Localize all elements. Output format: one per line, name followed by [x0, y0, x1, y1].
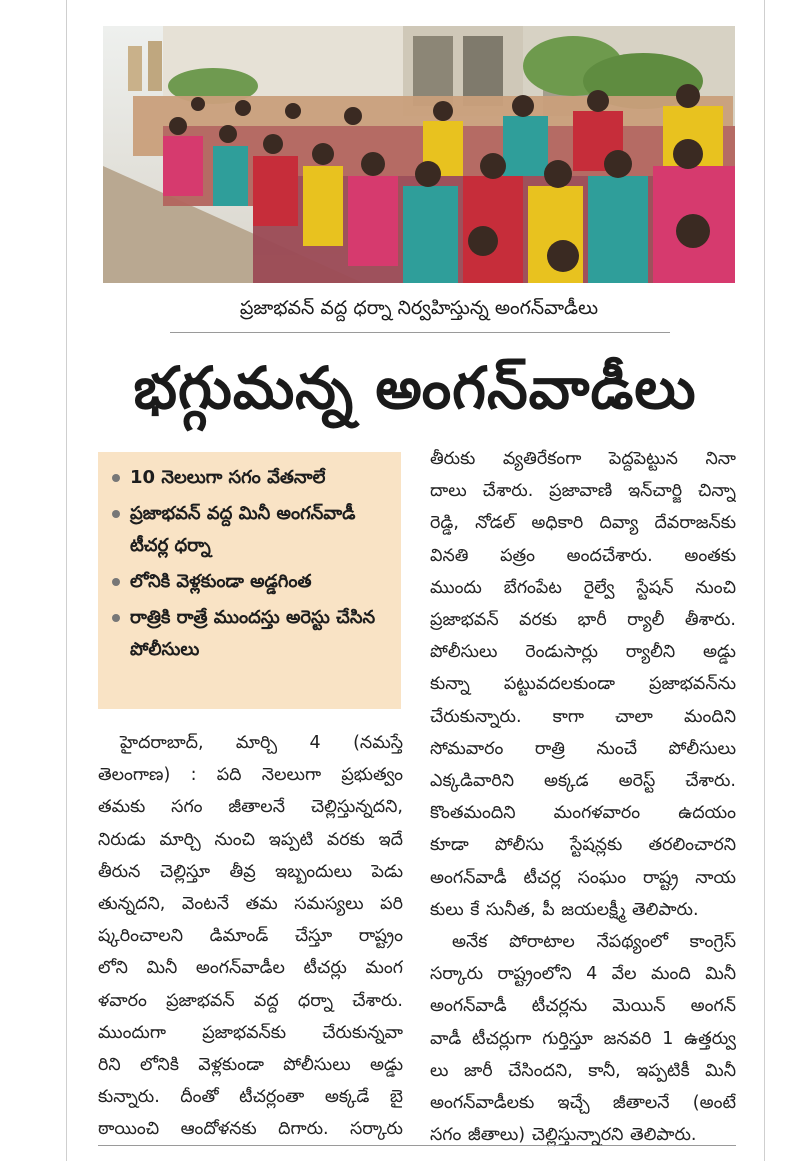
article-line: కూడా పోలీసు స్టేషన్లకు తరలించారని: [430, 835, 736, 856]
article-line: తీరుకు వ్యతిరేకంగా పెద్దపెట్టున నినా: [430, 449, 736, 469]
highlight-text: లోనికి వెళ్లకుండా అడ్డగింత: [130, 571, 312, 592]
article-line: సగం జీతాలు) చెల్లిస్తున్నారని తెలిపారు.: [430, 1125, 697, 1146]
news-photo: [103, 26, 735, 283]
article-column-left: [98, 727, 403, 1146]
highlight-text: ప్రజాభవన్ వద్ద మినీ అంగన్‌వాడీ టీచర్ల ధర్నా: [130, 503, 356, 556]
highlights-box: [98, 452, 401, 709]
article-line: హైదరాబాద్, మార్చి 4 (నమస్తే: [120, 733, 403, 753]
photo-caption: ప్రజాభవన్ వద్ద ధర్నా నిర్వహిస్తున్న అంగన్‌వాడీలు: [239, 297, 599, 319]
article-line: కున్నా పట్టువదలకుండా ప్రజాభవన్‌ను: [430, 674, 736, 695]
article-line: కున్నారు. దీంతో టీచర్లంతా అక్కడే బై: [98, 1087, 403, 1108]
article-line: అంగన్‌వాడీ టీచర్లను మెయిన్ అంగన్: [430, 996, 736, 1017]
article-line: సర్కారు రాష్ట్రంలోని 4 వేల మంది మినీ: [430, 964, 736, 985]
article-line: వాడీ టీచర్లుగా గుర్తిస్తూ జనవరి 1 ఉత్తర్వు: [430, 1028, 736, 1049]
bottom-divider: [98, 1145, 736, 1146]
article-line: కొంతమందిని మంగళవారం ఉదయం: [430, 803, 736, 824]
article-line: ప్రజాభవన్ వరకు భారీ ర్యాలీ తీశారు.: [430, 610, 736, 631]
article-line: రిని లోనికి వెళ్లకుండా పోలీసులు అడ్డు: [98, 1055, 403, 1076]
protest-photo-illustration: [103, 26, 735, 283]
article-line: వినతి పత్రం అందచేశారు. అంతకు: [430, 545, 736, 566]
highlight-text: 10 నెలలుగా సగం వేతనాలే: [130, 467, 326, 488]
article-line: ముందుగా ప్రజాభవన్‌కు చేరుకున్నవా: [98, 1022, 403, 1043]
headline: భగ్గుమన్న అంగన్‌వాడీలు: [133, 354, 697, 422]
bullet-icon: [112, 474, 120, 482]
article-line: కులు కే సునీత, పీ జయలక్ష్మీ తెలిపారు.: [430, 899, 699, 920]
highlight-item: [112, 462, 395, 494]
article-line: తీరున చెల్లిస్తూ తీవ్ర ఇబ్బందులు పెడు: [98, 861, 403, 882]
highlight-text: రాత్రికి రాత్రే ముందస్తు అరెస్టు చేసిన పోలీసులు: [130, 607, 376, 660]
page-border-right: [764, 0, 765, 1161]
article-line: లోని మినీ అంగన్‌వాడీల టీచర్లు మంగ: [98, 958, 403, 979]
article-line: అంగన్‌వాడీ టీచర్ల సంఘం రాష్ట్ర నాయ: [430, 867, 736, 888]
article-line: తున్నదని, వెంటనే తమ సమస్యలు పరి: [98, 894, 403, 915]
article-line: ఠాయించి ఆందోళనకు దిగారు. సర్కారు: [98, 1119, 403, 1140]
article-line: పోలీసులు రెండుసార్లు ర్యాలీని అడ్డు: [430, 642, 736, 663]
article-column-right: [430, 443, 736, 1151]
article-line: లు జారీ చేసిందని, కానీ, ఇప్పటికీ మినీ: [430, 1060, 736, 1081]
article-line: తెలంగాణ) : పది నెలలుగా ప్రభుత్వం: [98, 765, 403, 786]
highlight-item: [112, 566, 395, 598]
bullet-icon: [112, 510, 120, 518]
bullet-icon: [112, 578, 120, 586]
page-border-left: [66, 0, 67, 1161]
article-line: చేరుకున్నారు. కాగా చాలా మందిని: [430, 706, 736, 727]
highlight-item: [112, 602, 395, 666]
article-line: అనేక పోరాటాల నేపథ్యంలో కాంగ్రెస్: [452, 932, 736, 953]
article-line: ష్కరించాలని డిమాండ్ చేస్తూ రాష్ట్రం: [98, 926, 403, 947]
bullet-icon: [112, 614, 120, 622]
article-line: ఎక్కడివారిని అక్కడ అరెస్ట్ చేశారు.: [430, 771, 736, 792]
highlight-item: [112, 498, 395, 562]
article-line: ముందు బేగంపేట రైల్వే స్టేషన్ నుంచి: [430, 577, 736, 598]
article-line: సోమవారం రాత్రి నుంచే పోలీసులు: [430, 738, 736, 759]
article-line: తమకు సగం జీతాలనే చెల్లిస్తున్నదని,: [98, 797, 403, 818]
article-line: రెడ్డి, నోడల్ అధికారి దివ్యా దేవరాజన్‌కు: [430, 513, 736, 534]
article-line: నిరుడు మార్చి నుంచి ఇప్పటి వరకు ఇదే: [98, 829, 403, 850]
article-line: దాలు చేశారు. ప్రజావాణి ఇన్‌చార్జి చిన్నా: [430, 481, 736, 502]
article-line: అంగన్‌వాడీలకు ఇచ్చే జీతాలనే (అంటే: [430, 1093, 736, 1114]
article-line: ళవారం ప్రజాభవన్ వద్ద ధర్నా చేశారు.: [98, 990, 403, 1011]
caption-divider: [170, 332, 670, 333]
